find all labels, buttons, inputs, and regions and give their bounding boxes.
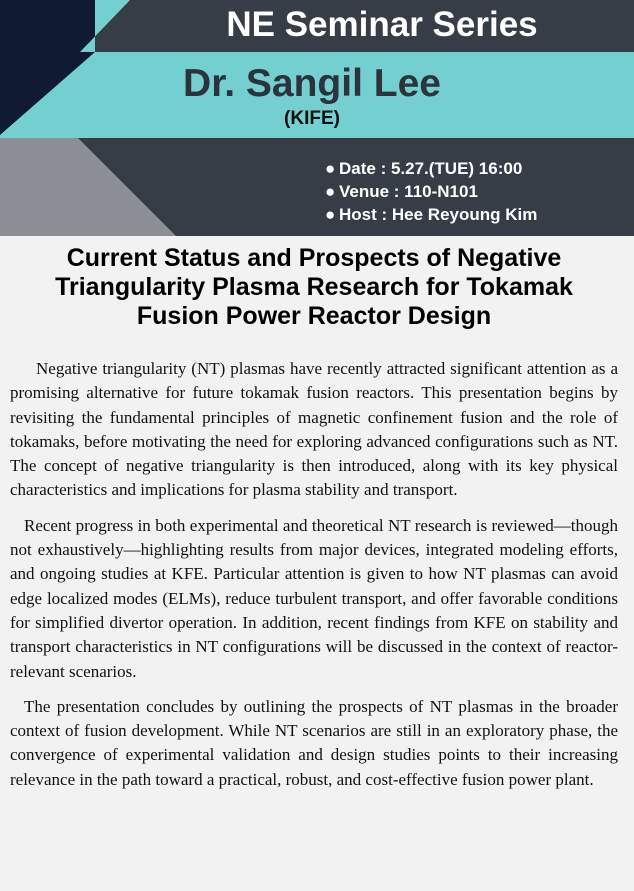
info-venue-text: Venue : 110-N101: [339, 182, 478, 201]
speaker-affiliation: (KIFE): [284, 108, 340, 129]
abstract-paragraph: Negative triangularity (NT) plasmas have recently attracted significant attention as a promising alternative for future tokamak fusion reactors. This presentation begins by revisiting the fundamental principles of magnetic confinement fusion and the role of tokamaks, before motivating the need for exploring advanced configurations such as NT. The concept of negative triangularity is then introduced, along with its key physical characteristics and implications for plasma stability and transport.: [10, 359, 618, 500]
series-title: NE Seminar Series: [226, 5, 538, 44]
talk-title: Current Status and Prospects of Negative Triangularity Plasma Research for Tokamak Fusion Power Reactor Design: [55, 244, 573, 330]
bullet-icon: ●: [325, 205, 336, 224]
bullet-icon: ●: [325, 159, 336, 178]
info-host-text: Host : Hee Reyoung Kim: [339, 205, 538, 224]
header-banner: [0, 0, 634, 236]
info-venue: [325, 180, 537, 203]
info-date-text: Date : 5.27.(TUE) 16:00: [339, 159, 523, 178]
speaker-name: Dr. Sangil Lee: [183, 62, 441, 105]
abstract-paragraph: The presentation concludes by outlining the prospects of NT plasmas in the broader context of fusion development. While NT scenarios are still in an exploratory phase, the convergence of experimental validation and design studies points to their increasing relevance in the path toward a practical, robust, and cost-effective fusion power plant.: [10, 696, 618, 789]
abstract-paragraph: Recent progress in both experimental and theoretical NT research is reviewed—though not exhaustively—highlighting results from major devices, integrated modeling efforts, and ongoing studies at KFE. Particular attention is given to how NT plasmas can avoid edge localized modes (ELMs), reduce turbulent transport, and offer favorable conditions for simplified divertor operation. In addition, recent findings from KFE on stability and transport characteristics in NT configurations will be discussed in the context of reactor-relevant scenarios.: [10, 515, 618, 681]
event-info-list: [325, 157, 537, 226]
info-date: [325, 157, 537, 180]
info-host: [325, 203, 537, 226]
bullet-icon: ●: [325, 182, 336, 201]
abstract: [10, 357, 618, 803]
